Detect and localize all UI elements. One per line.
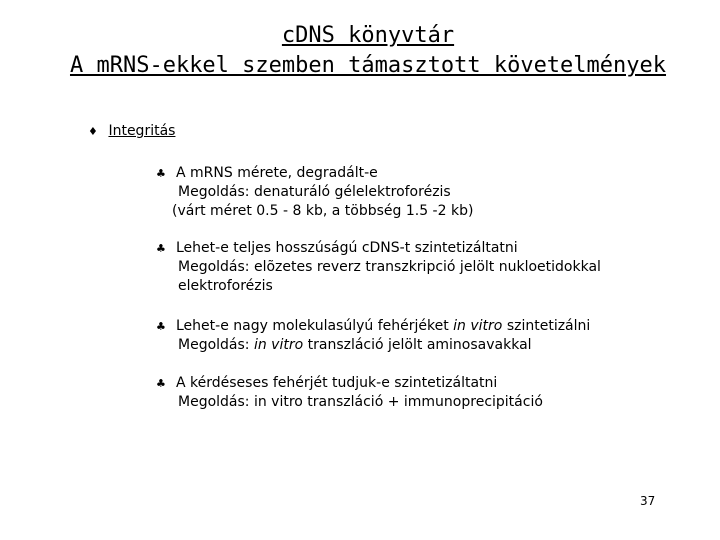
- item-question: Lehet-e teljes hosszúságú cDNS-t szintetizáltatni: [176, 240, 518, 256]
- item-solution-cont: elektroforézis: [178, 278, 273, 294]
- page-number: 37: [640, 494, 656, 508]
- slide-title: cDNS könyvtár: [281, 23, 455, 48]
- item-solution: Megoldás: denaturáló gélelektroforézis: [178, 184, 451, 200]
- item-question: Lehet-e nagy molekulasúlyú fehérjéket in vitro szintetizálni: [176, 318, 591, 334]
- club-bullet-icon: ♣: [156, 377, 166, 390]
- diamond-bullet-icon: ♦: [88, 125, 98, 138]
- item-question: A mRNS mérete, degradált-e: [176, 165, 378, 181]
- list-item: [156, 164, 473, 221]
- club-bullet-icon: ♣: [156, 167, 166, 180]
- item-solution: Megoldás: in vitro transzláció + immunoprecipitáció: [178, 394, 543, 410]
- slide-subtitle: A mRNS-ekkel szemben támasztott követelmények: [69, 53, 667, 78]
- list-item: [156, 317, 590, 355]
- section-integrity: [88, 122, 175, 141]
- club-bullet-icon: ♣: [156, 320, 166, 333]
- list-item: [156, 239, 601, 296]
- club-bullet-icon: ♣: [156, 242, 166, 255]
- item-solution: Megoldás: elõzetes reverz transzkripció jelölt nukloetidokkal: [178, 259, 601, 275]
- section-heading: Integritás: [108, 123, 176, 139]
- item-solution: Megoldás: in vitro transzláció jelölt aminosavakkal: [178, 337, 532, 353]
- item-note: (várt méret 0.5 - 8 kb, a többség 1.5 -2 kb): [172, 203, 474, 219]
- item-question: A kérdéseses fehérjét tudjuk-e szintetizáltatni: [176, 375, 498, 391]
- list-item: [156, 374, 543, 412]
